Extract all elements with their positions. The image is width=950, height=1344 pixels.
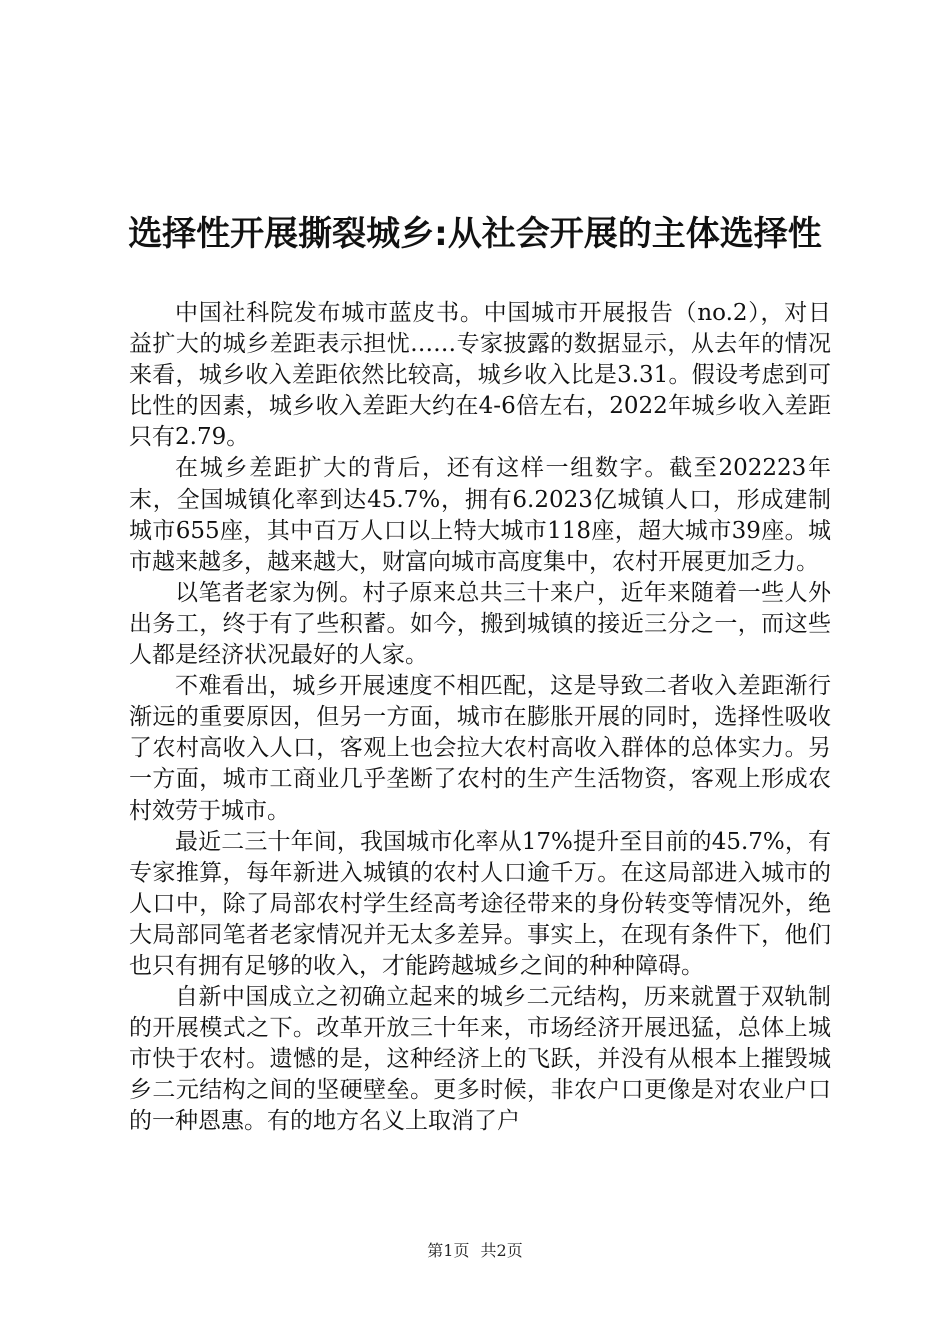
paragraph-3: 以笔者老家为例。村子原来总共三十来户，近年来随着一些人外出务工，终于有了些积蓄。如今，搬到城镇的接近三分之一，而这些人都是经济状况最好的人家。 <box>129 579 831 669</box>
document-title: 选择性开展撕裂城乡:从社会开展的主体选择性 <box>128 213 822 254</box>
paragraph-2: 在城乡差距扩大的背后，还有这样一组数字。截至202223年末，全国城镇化率到达45.7%，拥有6.2023亿城镇人口，形成建制城市655座，其中百万人口以上特大城市118座，超大城市39座。城市越来越多，越来越大，财富向城市高度集中，农村开展更加乏力。 <box>129 455 831 575</box>
page-total: 共2页 <box>480 1241 523 1260</box>
page-footer <box>0 1240 950 1262</box>
page-number: 第1页 <box>427 1241 470 1260</box>
paragraph-5: 最近二三十年间，我国城市化率从17%提升至目前的45.7%，有专家推算，每年新进入城镇的农村人口逾千万。在这局部进入城市的人口中，除了局部农村学生经高考途径带来的身份转变等情况外，绝大局部同笔者老家情况并无太多差异。事实上，在现有条件下，他们也只有拥有足够的收入，才能跨越城乡之间的种种障碍。 <box>129 828 831 979</box>
paragraph-4: 不难看出，城乡开展速度不相匹配，这是导致二者收入差距渐行渐远的重要原因，但另一方面，城市在膨胀开展的同时，选择性吸收了农村高收入人口，客观上也会拉大农村高收入群体的总体实力。另一方面，城市工商业几乎垄断了农村的生产生活物资，客观上形成农村效劳于城市。 <box>129 673 831 824</box>
paragraph-1: 中国社科院发布城市蓝皮书。中国城市开展报告（no.2），对日益扩大的城乡差距表示担忧……专家披露的数据显示，从去年的情况来看，城乡收入差距依然比较高，城乡收入比是3.31。假设考虑到可比性的因素，城乡收入差距大约在4-6倍左右，2022年城乡收入差距只有2.79。 <box>129 300 831 451</box>
paragraph-6: 自新中国成立之初确立起来的城乡二元结构，历来就置于双轨制的开展模式之下。改革开放三十年来，市场经济开展迅猛，总体上城市快于农村。遗憾的是，这种经济上的飞跃，并没有从根本上摧毁城乡二元结构之间的坚硬壁垒。更多时候，非农户口更像是对农业户口的一种恩惠。有的地方名义上取消了户 <box>129 984 831 1135</box>
document-body <box>129 298 831 1138</box>
